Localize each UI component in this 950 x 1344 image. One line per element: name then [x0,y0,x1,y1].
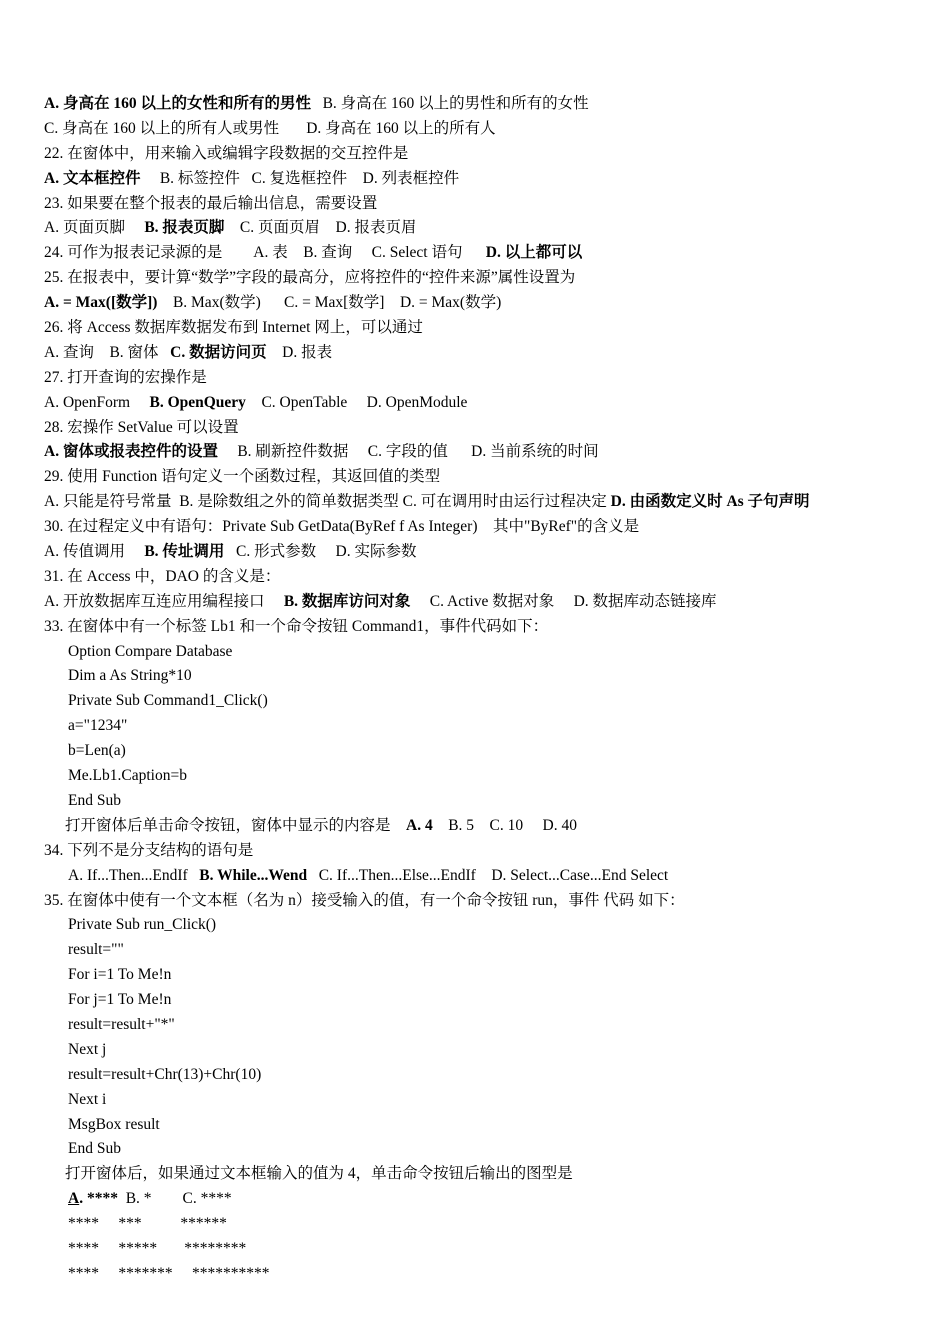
text-line [44,416,950,441]
text-line [44,440,950,465]
line-text: C. 身高在 160 以上的所有人或男性 D. 身高在 160 以上的所有人 [44,119,496,137]
answer-text: A. 身高在 160 以上的女性和所有的男性 [44,95,311,112]
line-text: B. 5 C. 10 D. 40 [432,816,577,834]
answer-text: A. 文本框控件 [44,169,141,187]
line-text: 34. 下列不是分支结构的语句是 [44,841,254,859]
answer-text: A [68,1190,80,1208]
text-line [44,814,950,839]
answer-text: B. 报表页脚 [144,219,225,237]
line-text: End Sub [68,791,121,809]
text-line [44,142,950,167]
text-line [44,565,950,590]
line-text: 22. 在窗体中，用来输入或编辑字段数据的交互控件是 [44,144,409,162]
line-text: B. * C. **** [121,1190,232,1208]
text-line [44,515,950,540]
text-line [44,540,950,565]
text-line [44,192,950,217]
answer-text: C. 数据访问页 [170,343,267,361]
line-text: A. 只能是符号常量 B. 是除数组之外的简单数据类型 C. 可在调用时由运行过程决定 [44,493,611,511]
line-text: 28. 宏操作 SetValue 可以设置 [44,418,239,436]
text-line [44,341,950,366]
line-text: Private Sub Command1_Click() [68,692,268,710]
text-line [44,241,950,266]
line-text: Next j [68,1040,107,1058]
answer-text: B. 传址调用 [144,543,225,561]
answer-text: . **** [79,1190,122,1208]
text-line [44,640,950,665]
text-line [44,839,950,864]
answer-text: B. OpenQuery [149,393,246,411]
text-line [44,789,950,814]
line-text: result=result+"*" [68,1015,175,1033]
line-text: 30. 在过程定义中有语句：Private Sub GetData(ByRef f As Integer) 其中"ByRef"的含义是 [44,518,640,536]
text-line [44,391,950,416]
text-line [44,864,950,889]
line-text: Dim a As String*10 [68,667,192,685]
line-text: Next i [68,1090,107,1108]
text-line [44,1113,950,1138]
line-text: D. 报表 [266,343,333,361]
line-text: 打开窗体后，如果通过文本框输入的值为 4，单击命令按钮后输出的图型是 [65,1165,573,1183]
text-line [44,366,950,391]
line-text: **** *** ****** [68,1215,227,1233]
text-line [44,490,950,515]
line-text: 23. 如果要在整个报表的最后输出信息，需要设置 [44,194,378,212]
text-line [44,615,950,640]
text-line [44,316,950,341]
line-text: A. 传值调用 [44,543,145,561]
line-text: Option Compare Database [68,642,233,660]
text-line [44,1038,950,1063]
line-text: 31. 在 Access 中，DAO 的含义是： [44,567,281,585]
text-line [44,291,950,316]
text-line [44,1137,950,1162]
text-line [44,889,950,914]
line-text: 打开窗体后单击命令按钮，窗体中显示的内容是 [65,816,407,834]
line-text: C. 形式参数 D. 实际参数 [224,543,417,561]
line-text: MsgBox result [68,1115,160,1133]
text-line [44,117,950,142]
text-line [44,689,950,714]
line-text: a="1234" [68,717,128,735]
text-line [44,714,950,739]
line-text: Private Sub run_Click() [68,916,217,934]
answer-text: A. = Max([数学]) [44,294,158,312]
line-text: 25. 在报表中，要计算“数学”字段的最高分，应将控件的“控件来源”属性设置为 [44,269,576,287]
answer-text: D. 由函数定义时 As 子句声明 [610,493,810,511]
text-line [44,1212,950,1237]
answer-text: B. 数据库访问对象 [283,592,411,610]
text-line [44,1088,950,1113]
line-text: b=Len(a) [68,742,126,760]
text-line [44,1187,950,1212]
line-text: 35. 在窗体中使有一个文本框（名为 n）接受输入的值，有一个命令按钮 run，事件 代码 如下： [44,891,685,909]
text-line [44,963,950,988]
text-line [44,1063,950,1088]
text-line [44,1237,950,1262]
line-text: 24. 可作为报表记录源的是 A. 表 B. 查询 C. Select 语句 [44,244,486,262]
text-line [44,913,950,938]
answer-text: D. 以上都可以 [485,244,583,262]
answer-text: A. 窗体或报表控件的设置 [44,443,218,461]
line-text: 27. 打开查询的宏操作是 [44,368,207,386]
text-line [44,739,950,764]
line-text: B. 标签控件 C. 复选框控件 D. 列表框控件 [140,169,460,187]
answer-text: B. While...Wend [199,866,308,884]
line-text: 29. 使用 Function 语句定义一个函数过程，其返回值的类型 [44,468,441,486]
text-line [44,664,950,689]
answer-text: A. 4 [406,816,433,834]
line-text: C. Active 数据对象 D. 数据库动态链接库 [410,592,717,610]
line-text: 33. 在窗体中有一个标签 Lb1 和一个命令按钮 Command1，事件代码如下： [44,617,549,635]
text-line [44,1262,950,1287]
line-text: C. 页面页眉 D. 报表页眉 [224,219,417,237]
text-line [44,590,950,615]
text-line [44,1013,950,1038]
line-text: result="" [68,941,124,959]
line-text: For j=1 To Me!n [68,991,172,1009]
line-text: result=result+Chr(13)+Chr(10) [68,1065,262,1083]
line-text: A. 查询 B. 窗体 [44,343,171,361]
line-text: **** ******* ********** [68,1264,270,1282]
line-text: B. 身高在 160 以上的男性和所有的女性 [310,95,589,112]
line-text: A. OpenForm [44,393,150,411]
text-line [44,92,950,117]
line-text: A. 页面页脚 [44,219,145,237]
line-text: Me.Lb1.Caption=b [68,767,187,785]
text-line [44,465,950,490]
text-line [44,988,950,1013]
line-text: A. If...Then...EndIf [68,866,200,884]
line-text: B. 刷新控件数据 C. 字段的值 D. 当前系统的时间 [217,443,599,461]
text-line [44,764,950,789]
line-text: C. If...Then...Else...EndIf D. Select...Case...End Select [307,866,669,884]
line-text: For i=1 To Me!n [68,966,172,984]
text-line [44,167,950,192]
line-text: End Sub [68,1140,121,1158]
text-line [44,1162,950,1187]
text-line [44,216,950,241]
text-line [44,938,950,963]
text-line [44,266,950,291]
line-text: C. OpenTable D. OpenModule [245,393,468,411]
line-text: B. Max(数学) C. = Max[数学] D. = Max(数学) [157,294,502,312]
line-text: A. 开放数据库互连应用编程接口 [44,592,284,610]
line-text: **** ***** ******** [68,1239,247,1257]
line-text: 26. 将 Access 数据库数据发布到 Internet 网上，可以通过 [44,319,423,337]
